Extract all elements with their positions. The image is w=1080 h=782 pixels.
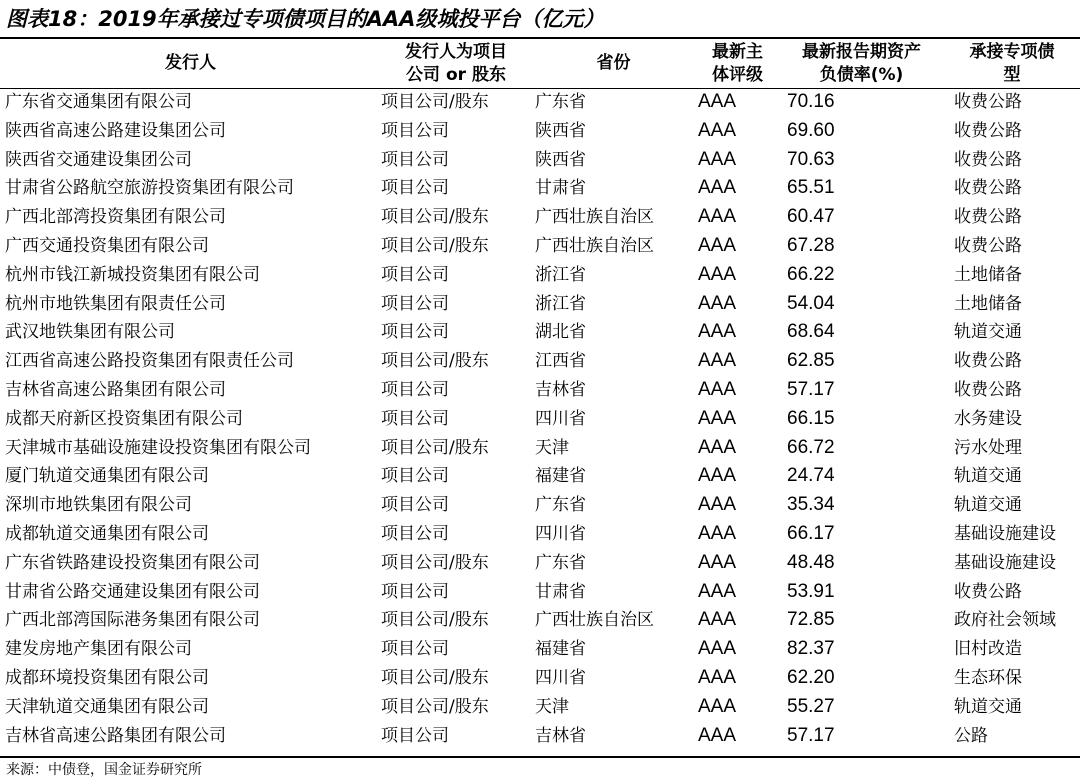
table-row bbox=[0, 434, 1080, 463]
rating-cell: AAA bbox=[698, 407, 737, 429]
col-type-header: 承接专项债 型 bbox=[969, 41, 1055, 85]
debt-ratio-cell: 60.47 bbox=[787, 206, 835, 228]
issuer-cell: 广西交通投资集团有限公司 bbox=[5, 235, 209, 256]
province-cell: 广西壮族自治区 bbox=[535, 235, 654, 256]
role-cell: 项目公司 bbox=[381, 149, 449, 170]
role-cell: 项目公司 bbox=[381, 408, 449, 429]
rating-cell: AAA bbox=[698, 119, 737, 141]
project-type-cell: 轨道交通 bbox=[954, 322, 1022, 343]
province-cell: 浙江省 bbox=[535, 264, 586, 285]
debt-ratio-cell: 65.51 bbox=[787, 177, 835, 199]
project-type-cell: 生态环保 bbox=[954, 667, 1022, 688]
role-cell: 项目公司 bbox=[381, 120, 449, 141]
table-row bbox=[0, 462, 1080, 491]
table-row bbox=[0, 318, 1080, 347]
project-type-cell: 基础设施建设 bbox=[954, 523, 1056, 544]
role-cell: 项目公司/股东 bbox=[381, 235, 489, 256]
role-cell: 项目公司 bbox=[381, 264, 449, 285]
col-role-header: 发行人为项目 公司 or 股东 bbox=[405, 41, 507, 85]
issuer-cell: 陕西省交通建设集团公司 bbox=[5, 149, 192, 170]
province-cell: 浙江省 bbox=[535, 293, 586, 314]
issuer-cell: 深圳市地铁集团有限公司 bbox=[5, 495, 192, 516]
col-issuer-header: 发行人 bbox=[165, 53, 216, 73]
rating-cell: AAA bbox=[698, 292, 737, 314]
province-cell: 吉林省 bbox=[535, 379, 586, 400]
project-type-cell: 公路 bbox=[954, 725, 988, 746]
role-cell: 项目公司 bbox=[381, 178, 449, 199]
project-type-cell: 轨道交通 bbox=[954, 466, 1022, 487]
debt-ratio-cell: 55.27 bbox=[787, 695, 835, 717]
province-cell: 甘肃省 bbox=[535, 178, 586, 199]
role-cell: 项目公司 bbox=[381, 639, 449, 660]
role-cell: 项目公司/股东 bbox=[381, 351, 489, 372]
table-row bbox=[0, 405, 1080, 434]
debt-ratio-cell: 62.20 bbox=[787, 666, 835, 688]
rating-cell: AAA bbox=[698, 91, 737, 112]
issuer-cell: 厦门轨道交通集团有限公司 bbox=[5, 466, 209, 487]
issuer-cell: 杭州市地铁集团有限责任公司 bbox=[5, 293, 226, 314]
debt-ratio-cell: 66.15 bbox=[787, 407, 835, 429]
debt-ratio-cell: 82.37 bbox=[787, 638, 835, 660]
table-row bbox=[0, 578, 1080, 607]
role-cell: 项目公司 bbox=[381, 322, 449, 343]
project-type-cell: 轨道交通 bbox=[954, 495, 1022, 516]
table-row bbox=[0, 117, 1080, 146]
role-cell: 项目公司/股东 bbox=[381, 92, 489, 112]
debt-ratio-cell: 35.34 bbox=[787, 494, 835, 516]
issuer-cell: 成都环境投资集团有限公司 bbox=[5, 667, 209, 688]
col-rating-header: 最新主 体评级 bbox=[712, 41, 763, 85]
debt-ratio-cell: 69.60 bbox=[787, 119, 835, 141]
table-row bbox=[0, 635, 1080, 664]
project-type-cell: 收费公路 bbox=[954, 178, 1022, 199]
project-type-cell: 收费公路 bbox=[954, 581, 1022, 602]
rating-cell: AAA bbox=[698, 580, 737, 602]
issuer-cell: 武汉地铁集团有限公司 bbox=[5, 322, 175, 343]
bottom-rule bbox=[0, 756, 1080, 758]
table-row bbox=[0, 203, 1080, 232]
province-cell: 四川省 bbox=[535, 408, 586, 429]
project-type-cell: 基础设施建设 bbox=[954, 552, 1056, 573]
debt-ratio-cell: 66.72 bbox=[787, 436, 835, 458]
debt-platform-table bbox=[0, 39, 1080, 750]
project-type-cell: 收费公路 bbox=[954, 149, 1022, 170]
project-type-cell: 污水处理 bbox=[954, 437, 1022, 458]
table-row bbox=[0, 722, 1080, 751]
issuer-cell: 广西北部湾投资集团有限公司 bbox=[5, 207, 226, 228]
role-cell: 项目公司/股东 bbox=[381, 437, 489, 458]
table-row bbox=[0, 376, 1080, 405]
province-cell: 广东省 bbox=[535, 92, 586, 112]
table-row bbox=[0, 664, 1080, 693]
table-title: 图表18：2019年承接过专项债项目的AAA级城投平台（亿元） bbox=[6, 7, 605, 31]
project-type-cell: 政府社会领域 bbox=[954, 610, 1056, 631]
debt-ratio-cell: 66.17 bbox=[787, 522, 835, 544]
role-cell: 项目公司 bbox=[381, 379, 449, 400]
province-cell: 广东省 bbox=[535, 552, 586, 573]
table-row bbox=[0, 693, 1080, 722]
issuer-cell: 建发房地产集团有限公司 bbox=[5, 639, 192, 660]
province-cell: 吉林省 bbox=[535, 725, 586, 746]
province-cell: 福建省 bbox=[535, 639, 586, 660]
issuer-cell: 天津轨道交通集团有限公司 bbox=[5, 696, 209, 717]
table-row bbox=[0, 606, 1080, 635]
role-cell: 项目公司 bbox=[381, 581, 449, 602]
debt-ratio-cell: 53.91 bbox=[787, 580, 835, 602]
table-row bbox=[0, 549, 1080, 578]
issuer-cell: 广东省铁路建设投资集团有限公司 bbox=[5, 552, 260, 573]
province-cell: 天津 bbox=[535, 437, 569, 458]
project-type-cell: 土地储备 bbox=[954, 264, 1022, 285]
rating-cell: AAA bbox=[698, 234, 737, 256]
debt-ratio-cell: 68.64 bbox=[787, 321, 835, 343]
province-cell: 福建省 bbox=[535, 466, 586, 487]
province-cell: 陕西省 bbox=[535, 120, 586, 141]
table-row bbox=[0, 347, 1080, 376]
table-row bbox=[0, 261, 1080, 290]
rating-cell: AAA bbox=[698, 494, 737, 516]
role-cell: 项目公司/股东 bbox=[381, 207, 489, 228]
table-row bbox=[0, 174, 1080, 203]
debt-ratio-cell: 48.48 bbox=[787, 551, 835, 573]
table-row bbox=[0, 491, 1080, 520]
debt-ratio-cell: 70.16 bbox=[787, 91, 835, 112]
rating-cell: AAA bbox=[698, 609, 737, 631]
debt-ratio-cell: 57.17 bbox=[787, 378, 835, 400]
role-cell: 项目公司/股东 bbox=[381, 610, 489, 631]
province-cell: 广西壮族自治区 bbox=[535, 610, 654, 631]
project-type-cell: 收费公路 bbox=[954, 120, 1022, 141]
province-cell: 天津 bbox=[535, 696, 569, 717]
province-cell: 甘肃省 bbox=[535, 581, 586, 602]
role-cell: 项目公司/股东 bbox=[381, 552, 489, 573]
rating-cell: AAA bbox=[698, 177, 737, 199]
role-cell: 项目公司/股东 bbox=[381, 667, 489, 688]
issuer-cell: 广东省交通集团有限公司 bbox=[5, 92, 192, 112]
province-cell: 四川省 bbox=[535, 523, 586, 544]
issuer-cell: 广西北部湾国际港务集团有限公司 bbox=[5, 610, 260, 631]
table-row bbox=[0, 88, 1080, 117]
table-row bbox=[0, 520, 1080, 549]
debt-ratio-cell: 67.28 bbox=[787, 234, 835, 256]
rating-cell: AAA bbox=[698, 666, 737, 688]
project-type-cell: 旧村改造 bbox=[954, 639, 1022, 660]
province-cell: 广西壮族自治区 bbox=[535, 207, 654, 228]
rating-cell: AAA bbox=[698, 695, 737, 717]
issuer-cell: 陕西省高速公路建设集团公司 bbox=[5, 120, 226, 141]
rating-cell: AAA bbox=[698, 638, 737, 660]
role-cell: 项目公司 bbox=[381, 725, 449, 746]
debt-ratio-cell: 24.74 bbox=[787, 465, 835, 487]
project-type-cell: 收费公路 bbox=[954, 207, 1022, 228]
issuer-cell: 甘肃省公路交通建设集团有限公司 bbox=[5, 581, 260, 602]
issuer-cell: 成都轨道交通集团有限公司 bbox=[5, 523, 209, 544]
role-cell: 项目公司 bbox=[381, 466, 449, 487]
rating-cell: AAA bbox=[698, 263, 737, 285]
project-type-cell: 水务建设 bbox=[954, 408, 1022, 429]
issuer-cell: 吉林省高速公路集团有限公司 bbox=[5, 725, 226, 746]
project-type-cell: 收费公路 bbox=[954, 92, 1022, 112]
province-cell: 江西省 bbox=[535, 351, 586, 372]
col-debt-header: 最新报告期资产 负债率(%) bbox=[802, 41, 921, 85]
province-cell: 广东省 bbox=[535, 495, 586, 516]
rating-cell: AAA bbox=[698, 378, 737, 400]
project-type-cell: 收费公路 bbox=[954, 379, 1022, 400]
table-row bbox=[0, 146, 1080, 175]
header-row bbox=[0, 39, 1080, 88]
role-cell: 项目公司 bbox=[381, 523, 449, 544]
rating-cell: AAA bbox=[698, 206, 737, 228]
rating-cell: AAA bbox=[698, 724, 737, 746]
debt-ratio-cell: 66.22 bbox=[787, 263, 835, 285]
rating-cell: AAA bbox=[698, 522, 737, 544]
debt-ratio-cell: 72.85 bbox=[787, 609, 835, 631]
province-cell: 四川省 bbox=[535, 667, 586, 688]
province-cell: 陕西省 bbox=[535, 149, 586, 170]
rating-cell: AAA bbox=[698, 436, 737, 458]
table-row bbox=[0, 290, 1080, 319]
col-province-header: 省份 bbox=[596, 53, 631, 73]
rating-cell: AAA bbox=[698, 551, 737, 573]
debt-ratio-cell: 54.04 bbox=[787, 292, 835, 314]
rating-cell: AAA bbox=[698, 465, 737, 487]
issuer-cell: 成都天府新区投资集团有限公司 bbox=[5, 408, 243, 429]
rating-cell: AAA bbox=[698, 148, 737, 170]
role-cell: 项目公司/股东 bbox=[381, 696, 489, 717]
debt-ratio-cell: 70.63 bbox=[787, 148, 835, 170]
issuer-cell: 吉林省高速公路集团有限公司 bbox=[5, 379, 226, 400]
rating-cell: AAA bbox=[698, 350, 737, 372]
project-type-cell: 轨道交通 bbox=[954, 696, 1022, 717]
province-cell: 湖北省 bbox=[535, 322, 586, 343]
issuer-cell: 江西省高速公路投资集团有限责任公司 bbox=[5, 351, 294, 372]
debt-ratio-cell: 62.85 bbox=[787, 350, 835, 372]
issuer-cell: 天津城市基础设施建设投资集团有限公司 bbox=[5, 437, 311, 458]
project-type-cell: 土地储备 bbox=[954, 293, 1022, 314]
debt-ratio-cell: 57.17 bbox=[787, 724, 835, 746]
role-cell: 项目公司 bbox=[381, 293, 449, 314]
issuer-cell: 杭州市钱江新城投资集团有限公司 bbox=[5, 264, 260, 285]
project-type-cell: 收费公路 bbox=[954, 235, 1022, 256]
project-type-cell: 收费公路 bbox=[954, 351, 1022, 372]
table-row bbox=[0, 232, 1080, 261]
rating-cell: AAA bbox=[698, 321, 737, 343]
source-note: 来源：中债登，国金证券研究所 bbox=[6, 762, 202, 778]
issuer-cell: 甘肃省公路航空旅游投资集团有限公司 bbox=[5, 178, 294, 199]
role-cell: 项目公司 bbox=[381, 495, 449, 516]
